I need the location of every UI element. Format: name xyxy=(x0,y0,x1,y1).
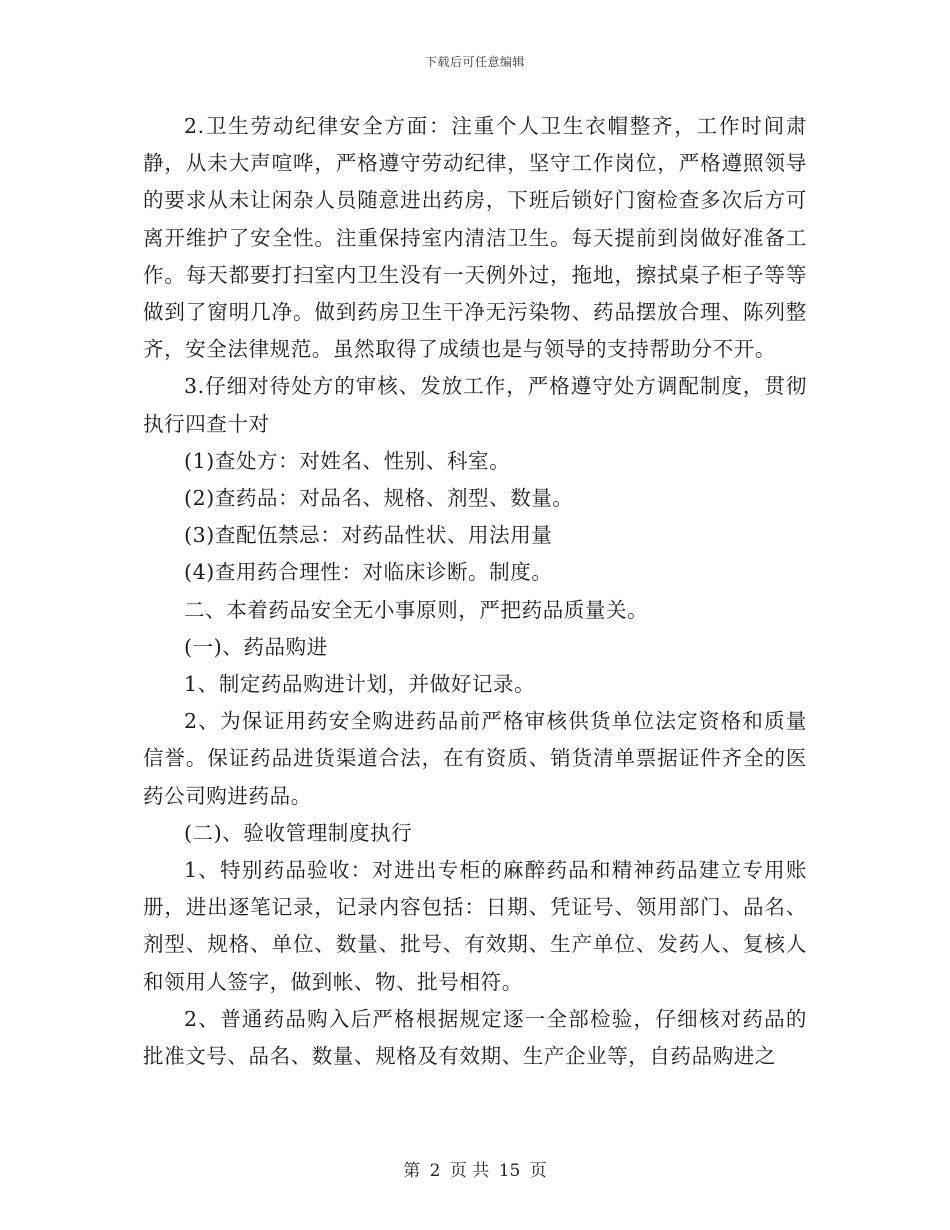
page-header: 下载后可任意编辑 xyxy=(424,55,525,69)
document-body xyxy=(143,108,807,1075)
footer-prefix: 第 xyxy=(403,1161,421,1181)
paragraph: 1、制定药品购进计划，并做好记录。 xyxy=(184,672,536,697)
paragraph: 2、为保证用药安全购进药品前严格审核供货单位法定资格和质量信誉。保证药品进货渠道合法，在有资质、销货清单票据证件齐全的医药公司购进药品。 xyxy=(143,709,807,808)
page-footer xyxy=(0,1156,950,1181)
paragraph: (2)查药品：对品名、规格、剂型、数量。 xyxy=(184,486,574,511)
paragraph: (4)查用药合理性：对临床诊断。制度。 xyxy=(184,560,553,585)
paragraph: 3.仔细对待处方的审核、发放工作，严格遵守处方调配制度，贯彻执行四查十对 xyxy=(143,374,807,436)
footer-middle: 页 共 xyxy=(449,1161,490,1181)
paragraph: 2.卫生劳动纪律安全方面：注重个人卫生衣帽整齐，工作时间肃静，从未大声喧哗，严格遵守劳动纪律，坚守工作岗位，严格遵照领导的要求从未让闲杂人员随意进出药房，下班后锁好门窗检查多次后方可离开维护了安全性。注重保持室内清洁卫生。每天提前到岗做好准备工作。每天都要打扫室内卫生没有一天例外过，拖地，擦拭桌子柜子等等做到了窗明几净。做到药房卫生干净无污染物、药品摆放合理、陈列整齐，安全法律规范。虽然取得了成绩也是与领导的支持帮助分不开。 xyxy=(143,114,807,362)
paragraph: (1)查处方：对姓名、性别、科室。 xyxy=(184,448,511,473)
subsection-heading: (一)、药品购进 xyxy=(184,634,328,659)
paragraph: (3)查配伍禁忌：对药品性状、用法用量 xyxy=(184,523,553,548)
footer-suffix: 页 xyxy=(529,1161,547,1181)
paragraph: 1、特别药品验收：对进出专柜的麻醉药品和精神药品建立专用账册，进出逐笔记录，记录内容包括：日期、凭证号、领用部门、品名、剂型、规格、单位、数量、批号、有效期、生产单位、发药人、复核人和领用人签字，做到帐、物、批号相符。 xyxy=(143,858,807,994)
total-pages-number: 15 xyxy=(498,1161,521,1181)
section-heading: 二、本着药品安全无小事原则，严把药品质量关。 xyxy=(184,597,649,622)
paragraph: 2、普通药品购入后严格根据规定逐一全部检验，仔细核对药品的批准文号、品名、数量、规格及有效期、生产企业等，自药品购进之 xyxy=(143,1006,807,1069)
subsection-heading: (二)、验收管理制度执行 xyxy=(184,820,413,845)
current-page-number: 2 xyxy=(429,1161,441,1181)
